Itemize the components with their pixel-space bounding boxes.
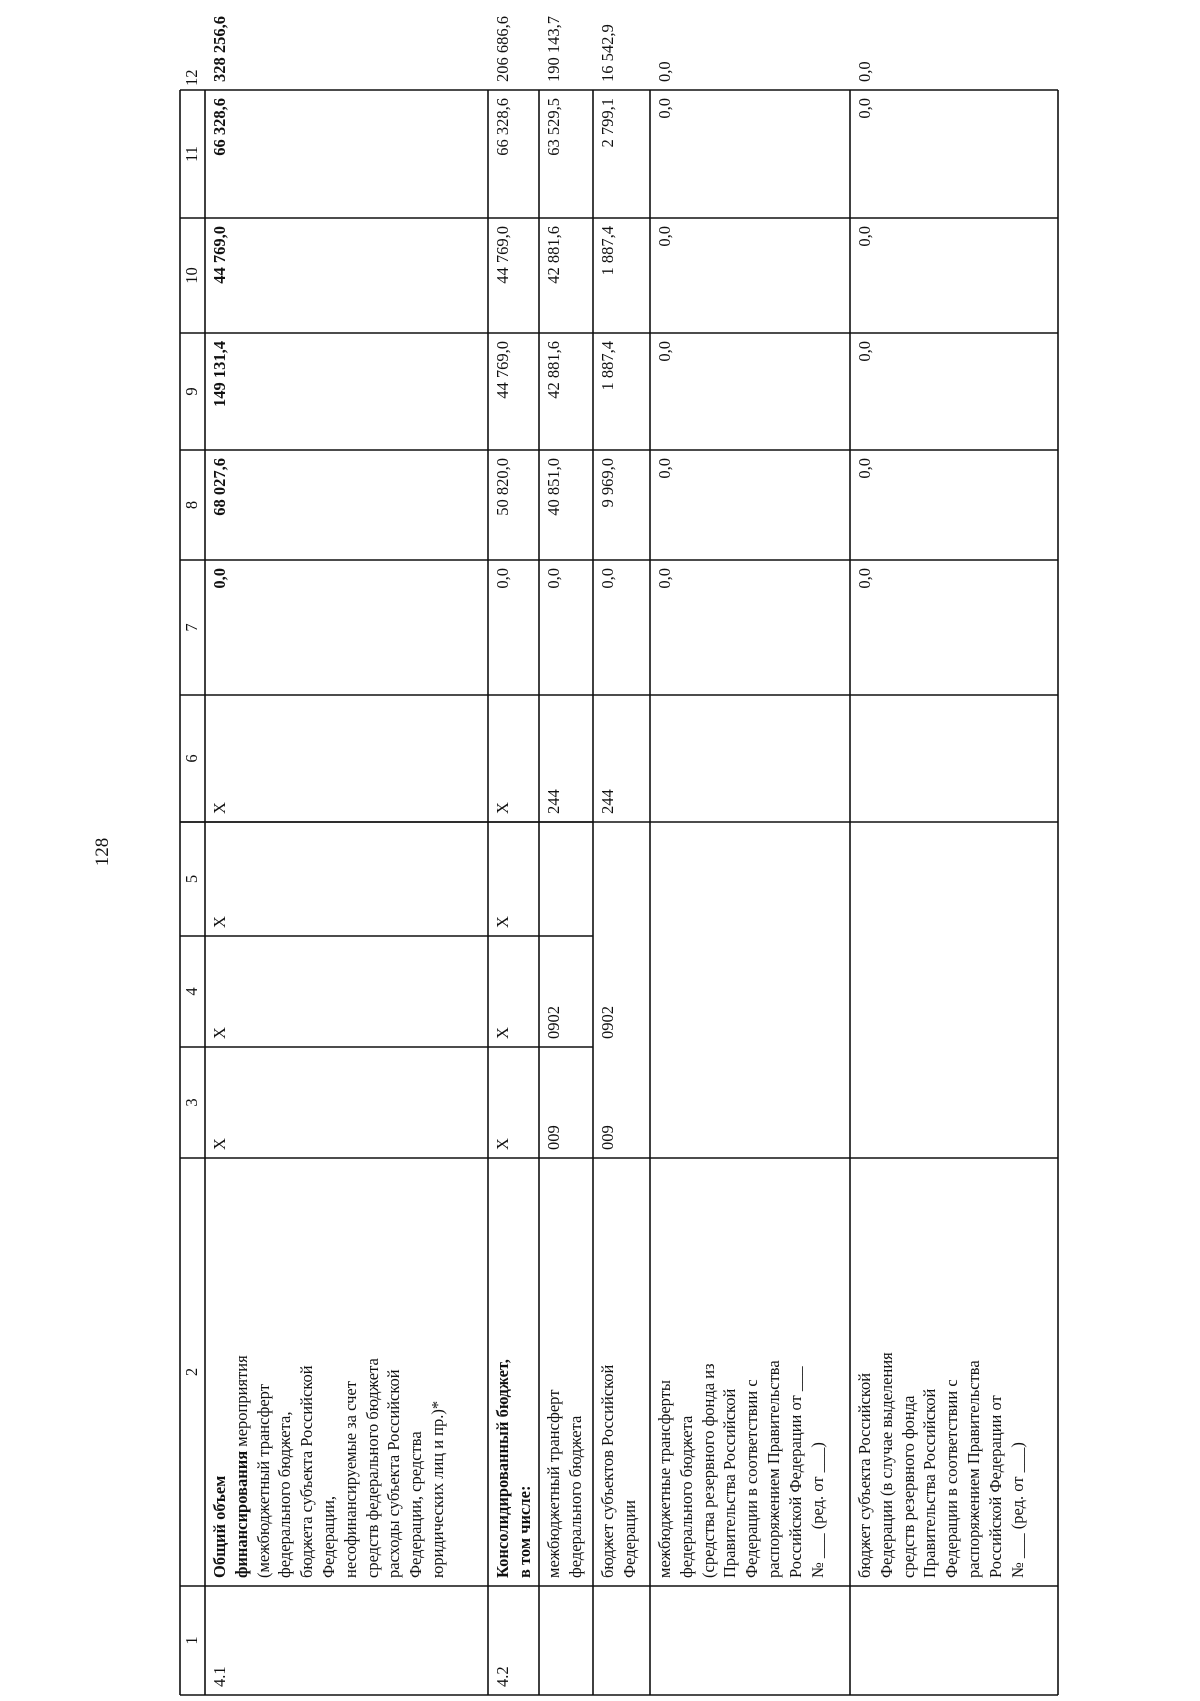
column-header-4: 4 [182, 987, 201, 996]
value-c9: 0,0 [655, 341, 674, 362]
value-c10: 1 887,4 [598, 226, 617, 276]
description-line [763, 1166, 785, 1578]
description-line [543, 1166, 565, 1578]
description-text: Российской Федерации от ___ [785, 1366, 805, 1578]
value-c11: 0,0 [655, 98, 674, 119]
description-text: Федерации [619, 1500, 639, 1578]
description-text: в том числе: [514, 1485, 534, 1578]
value-c7: 0,0 [655, 568, 674, 589]
description-line [492, 1166, 514, 1578]
description-line [253, 1166, 275, 1578]
description-text: юридических лиц и пр.)* [427, 1400, 447, 1578]
value-c8: 68 027,6 [210, 458, 229, 516]
description-line [876, 1166, 898, 1578]
description-text: бюджета субъекта Российской [297, 1365, 317, 1578]
column-header-3: 3 [182, 1098, 201, 1107]
column-header-1: 1 [182, 1636, 201, 1645]
value-c11: 63 529,5 [544, 98, 563, 156]
description-text: межбюджетные трансферты [655, 1380, 674, 1578]
description-text: распоряжением Правительства [963, 1360, 983, 1578]
value-c10: 0,0 [855, 226, 874, 247]
code-c6: X [210, 802, 229, 814]
value-c9: 149 131,4 [210, 341, 229, 407]
code-c3: X [210, 1138, 229, 1150]
description-line [405, 1166, 427, 1578]
value-c11: 2 799,1 [598, 98, 617, 148]
code-c5: X [493, 916, 512, 928]
value-c8: 40 851,0 [544, 458, 563, 516]
description-text: Правительства Российской [920, 1388, 940, 1578]
value-c8: 0,0 [655, 458, 674, 479]
description-line [296, 1166, 318, 1578]
value-c9: 42 881,6 [544, 341, 563, 399]
description-text: Российской Федерации от [985, 1395, 1005, 1578]
code-c4: X [210, 1027, 229, 1039]
column-header-8: 8 [182, 500, 201, 510]
description-line [807, 1166, 829, 1578]
description-line [383, 1166, 405, 1578]
code-c4: X [493, 1027, 512, 1039]
value-c11: 0,0 [855, 98, 874, 119]
description-line [985, 1166, 1007, 1578]
column-header-5: 5 [182, 874, 201, 884]
page-number-text: 128 [92, 837, 113, 867]
description-cell [205, 1158, 488, 1586]
value-c11: 66 328,6 [210, 98, 229, 156]
column-header-2: 2 [182, 1367, 201, 1377]
description-line [274, 1166, 296, 1578]
description-cell [850, 1158, 1058, 1586]
description-tail: мероприятия [231, 1355, 251, 1451]
code-c5: X [210, 916, 229, 928]
value-c7: 0,0 [493, 568, 512, 589]
value-c7: 0,0 [598, 568, 617, 589]
code-c6: X [493, 802, 512, 814]
description-line [231, 1166, 253, 1578]
description-text: несофинансируемые за счет [340, 1381, 360, 1578]
description-text: расходы субъекта Российской [384, 1369, 404, 1578]
description-text: Федерации, средства [406, 1431, 426, 1578]
description-line [854, 1166, 876, 1578]
description-text: федерального бюджета [565, 1415, 585, 1578]
code-c4: 0902 [598, 1006, 617, 1039]
value-c9: 44 769,0 [493, 341, 512, 399]
description-line [1007, 1166, 1029, 1578]
code-c6: 244 [598, 789, 617, 814]
description-text: федерального бюджета, [275, 1411, 295, 1578]
description-text: распоряжением Правительства [763, 1360, 783, 1578]
value-c7: 0,0 [544, 568, 563, 589]
description-text: Федерации в соответствии с [942, 1379, 962, 1578]
description-text: федерального бюджета [676, 1415, 696, 1578]
value-c9: 0,0 [855, 341, 874, 362]
description-text: средств резервного фонда [898, 1395, 918, 1578]
description-line [785, 1166, 807, 1578]
value-c8: 0,0 [855, 458, 874, 479]
code-c6: 244 [544, 789, 563, 814]
code-c3: 009 [544, 1125, 563, 1150]
value-c7: 0,0 [855, 568, 874, 589]
description-text: Консолидированный бюджет, [493, 1359, 512, 1578]
value-c7: 0,0 [210, 568, 229, 589]
description-line [941, 1166, 963, 1578]
description-text: финансирования [231, 1450, 251, 1578]
description-text: межбюджетный трансферт [544, 1389, 563, 1578]
description-text: (межбюджетный трансферт [253, 1384, 273, 1578]
description-line [741, 1166, 763, 1578]
description-text: бюджет субъектов Российской [598, 1364, 617, 1578]
value-c8: 9 969,0 [598, 458, 617, 508]
code-c3: 009 [598, 1125, 617, 1150]
description-text: № ___ (ред. от ___) [807, 1442, 827, 1578]
description-text: Общий объем [210, 1475, 229, 1578]
column-header-6: 6 [182, 754, 201, 763]
description-text: (средства резервного фонда из [698, 1363, 718, 1578]
description-line [619, 1166, 641, 1578]
description-text: Правительства Российской [720, 1388, 740, 1578]
description-line [676, 1166, 698, 1578]
column-header-9: 9 [182, 387, 201, 396]
description-line [963, 1166, 985, 1578]
value-c10: 42 881,6 [544, 226, 563, 284]
description-cell [593, 1158, 650, 1586]
value-c9: 1 887,4 [598, 341, 617, 391]
description-cell [488, 1158, 539, 1586]
description-text: Федерации (в случае выделения [876, 1352, 896, 1578]
description-line [514, 1166, 536, 1578]
value-c11: 66 328,6 [493, 98, 512, 156]
value-c10: 44 769,0 [210, 226, 229, 284]
code-c3: X [493, 1138, 512, 1150]
description-line [898, 1166, 920, 1578]
value-c8: 50 820,0 [493, 458, 512, 516]
description-line [340, 1166, 362, 1578]
code-c4: 0902 [544, 1006, 563, 1039]
column-header-10: 10 [182, 267, 201, 284]
description-line [209, 1166, 231, 1578]
description-line [654, 1166, 676, 1578]
value-c10: 0,0 [655, 226, 674, 247]
description-text: № ___ (ред. от ___) [1007, 1442, 1027, 1578]
description-text: Федерации, [318, 1495, 338, 1578]
value-c10: 44 769,0 [493, 226, 512, 284]
row-id: 4.1 [210, 1666, 229, 1687]
column-header-7: 7 [182, 623, 201, 632]
description-line [919, 1166, 941, 1578]
description-line [362, 1166, 384, 1578]
description-line [318, 1166, 340, 1578]
description-cell [539, 1158, 593, 1586]
description-text: средств федерального бюджета [362, 1358, 382, 1578]
description-cell [650, 1158, 850, 1586]
description-line [427, 1166, 449, 1578]
description-line [565, 1166, 587, 1578]
description-text: бюджет субъекта Российской [855, 1372, 874, 1578]
description-text: Федерации в соответствии с [742, 1379, 762, 1578]
description-line [698, 1166, 720, 1578]
description-line [597, 1166, 619, 1578]
description-line [719, 1166, 741, 1578]
row-id: 4.2 [493, 1666, 512, 1687]
column-header-11: 11 [182, 146, 201, 162]
